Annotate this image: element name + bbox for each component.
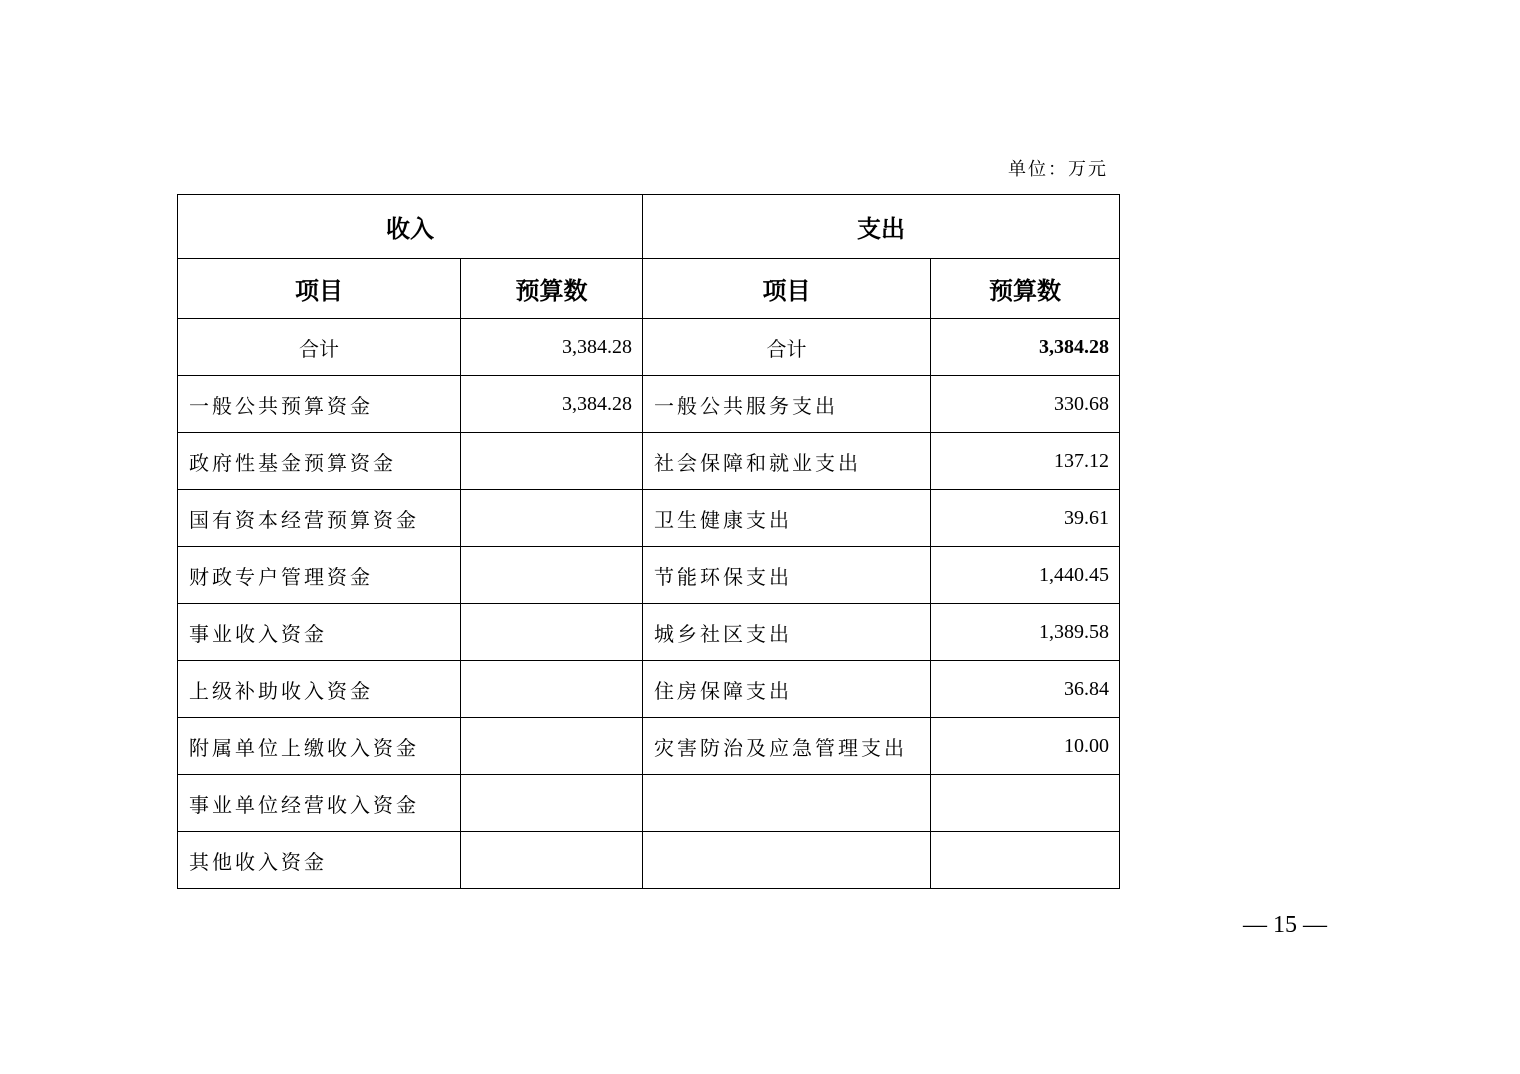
- table-row: [178, 376, 1120, 433]
- expense-value: 36.84: [931, 661, 1120, 718]
- expense-value: 39.61: [931, 490, 1120, 547]
- income-budget-header: 预算数: [461, 259, 643, 319]
- income-value: [461, 718, 643, 775]
- expense-item: 卫生健康支出: [643, 490, 931, 547]
- table-row: [178, 433, 1120, 490]
- expense-value: 330.68: [931, 376, 1120, 433]
- expense-group-header: 支出: [643, 195, 1120, 259]
- income-value: [461, 661, 643, 718]
- budget-table: [177, 194, 1120, 889]
- income-value: [461, 547, 643, 604]
- income-item: 上级补助收入资金: [178, 661, 461, 718]
- unit-label: 单位：万元: [1008, 159, 1108, 180]
- income-item: 附属单位上缴收入资金: [178, 718, 461, 775]
- income-group-header: 收入: [178, 195, 643, 259]
- expense-item-header: 项目: [643, 259, 931, 319]
- income-item: 国有资本经营预算资金: [178, 490, 461, 547]
- table-group-header-row: [178, 195, 1120, 259]
- expense-total-value: 3,384.28: [931, 319, 1120, 376]
- page-number: — 15 —: [1243, 912, 1327, 938]
- income-item: 政府性基金预算资金: [178, 433, 461, 490]
- expense-item: 住房保障支出: [643, 661, 931, 718]
- income-total-label: 合计: [178, 319, 461, 376]
- table-row: [178, 490, 1120, 547]
- total-row: [178, 319, 1120, 376]
- table-row: [178, 547, 1120, 604]
- income-item: 财政专户管理资金: [178, 547, 461, 604]
- expense-budget-header: 预算数: [931, 259, 1120, 319]
- expense-total-label: 合计: [643, 319, 931, 376]
- expense-item: 节能环保支出: [643, 547, 931, 604]
- expense-value: [931, 832, 1120, 889]
- table-row: [178, 832, 1120, 889]
- income-value: [461, 832, 643, 889]
- expense-item: 一般公共服务支出: [643, 376, 931, 433]
- income-item: 一般公共预算资金: [178, 376, 461, 433]
- income-value: [461, 604, 643, 661]
- table-row: [178, 604, 1120, 661]
- expense-item: [643, 775, 931, 832]
- table-column-header-row: [178, 259, 1120, 319]
- table-row: [178, 661, 1120, 718]
- income-value: [461, 433, 643, 490]
- income-item: 事业收入资金: [178, 604, 461, 661]
- expense-value: 10.00: [931, 718, 1120, 775]
- expense-item: [643, 832, 931, 889]
- income-item: 其他收入资金: [178, 832, 461, 889]
- table-row: [178, 718, 1120, 775]
- expense-value: 1,389.58: [931, 604, 1120, 661]
- expense-item: 城乡社区支出: [643, 604, 931, 661]
- income-item: 事业单位经营收入资金: [178, 775, 461, 832]
- expense-value: [931, 775, 1120, 832]
- income-value: [461, 775, 643, 832]
- expense-value: 1,440.45: [931, 547, 1120, 604]
- table-row: [178, 775, 1120, 832]
- income-total-value: 3,384.28: [461, 319, 643, 376]
- income-value: 3,384.28: [461, 376, 643, 433]
- expense-item: 灾害防治及应急管理支出: [643, 718, 931, 775]
- expense-item: 社会保障和就业支出: [643, 433, 931, 490]
- income-value: [461, 490, 643, 547]
- income-item-header: 项目: [178, 259, 461, 319]
- expense-value: 137.12: [931, 433, 1120, 490]
